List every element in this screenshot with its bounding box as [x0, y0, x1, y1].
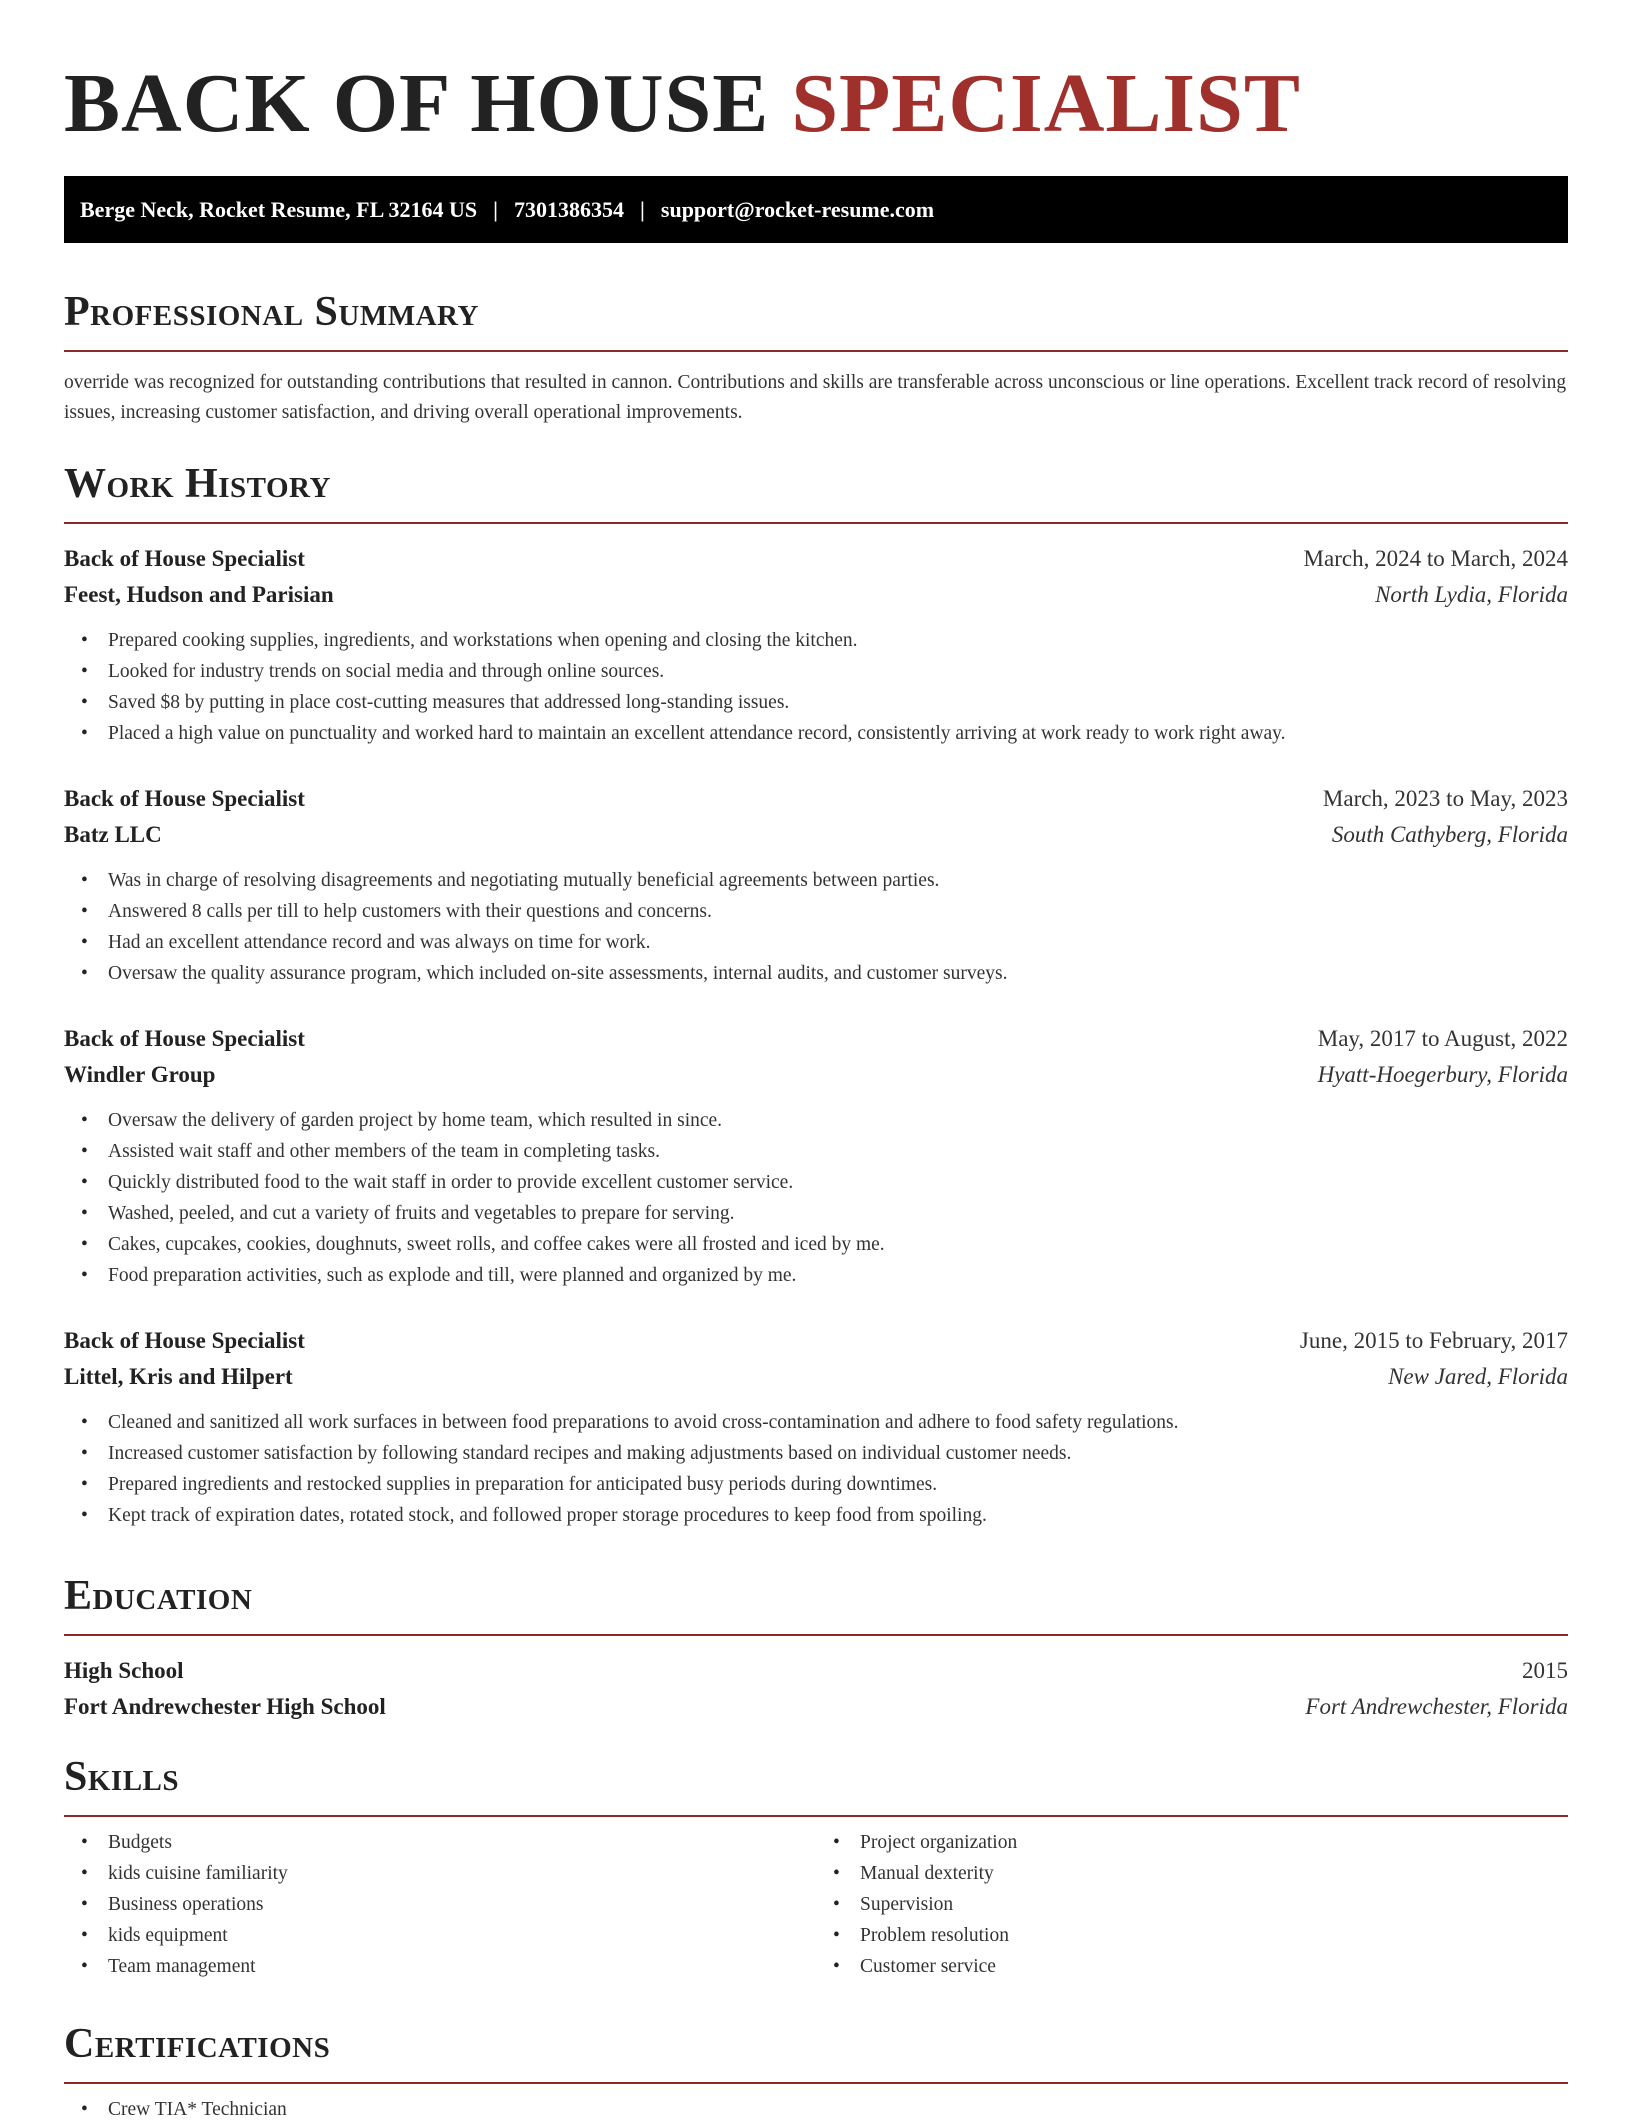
education-section	[64, 1568, 1568, 1725]
job-bullet: • Oversaw the quality assurance program, which included on-site assessments, internal audits, and customer surveys.	[108, 958, 1568, 989]
job-company: Windler Group	[64, 1062, 216, 1087]
certification-item: • Crew TIA* Technician	[108, 2094, 1568, 2125]
summary-text: override was recognized for outstanding contributions that resulted in cannon. Contributions and skills are transferable across unconscious or line operations. Excellent track record of resolving issues, increasing customer satisfaction, and driving overall operational improvements.	[64, 372, 1567, 423]
job-company: Feest, Hudson and Parisian	[64, 582, 334, 607]
job-title: Back of House Specialist	[64, 546, 305, 571]
skill-item: • Budgets	[108, 1827, 816, 1858]
job-bullet: • Cleaned and sanitized all work surfaces in between food preparations to avoid cross-contamination and adhere to food safety regulations.	[108, 1407, 1568, 1438]
job-location: Hyatt-Hoegerbury, Florida	[1317, 1062, 1568, 1087]
summary-section	[64, 284, 1568, 428]
skill-item: • Supervision	[860, 1889, 1568, 1920]
contact-email[interactable]: support@rocket-resume.com	[660, 196, 935, 222]
certifications-list	[64, 2094, 1568, 2125]
title-main: BACK OF HOUSE	[64, 57, 770, 150]
job-bullet: • Increased customer satisfaction by following standard recipes and making adjustments based on individual customer needs.	[108, 1438, 1568, 1469]
skill-item: • Manual dexterity	[860, 1858, 1568, 1889]
section-divider	[64, 1815, 1568, 1817]
education-year: 2015	[1522, 1658, 1568, 1683]
job-bullet: • Kept track of expiration dates, rotated stock, and followed proper storage procedures to keep food from spoiling.	[108, 1500, 1568, 1531]
job-title: Back of House Specialist	[64, 1026, 305, 1051]
work-history-section	[64, 456, 1568, 1531]
job-title: Back of House Specialist	[64, 786, 305, 811]
job-title: Back of House Specialist	[64, 1328, 305, 1353]
skill-item: • Team management	[108, 1951, 816, 1982]
job-bullet: • Saved $8 by putting in place cost-cutting measures that addressed long-standing issues.	[108, 687, 1568, 718]
section-divider	[64, 350, 1568, 352]
job-entry	[64, 1323, 1568, 1531]
job-bullets	[64, 1105, 1568, 1291]
section-divider	[64, 2082, 1568, 2084]
skill-item: • Project organization	[860, 1827, 1568, 1858]
job-bullets	[64, 625, 1568, 749]
job-dates: June, 2015 to February, 2017	[1299, 1328, 1568, 1353]
skill-item: • Problem resolution	[860, 1920, 1568, 1951]
skills-section	[64, 1749, 1568, 1982]
job-bullet: • Assisted wait staff and other members of the team in completing tasks.	[108, 1136, 1568, 1167]
job-bullet: • Had an excellent attendance record and was always on time for work.	[108, 927, 1568, 958]
summary-heading: Professional Summary	[64, 289, 479, 335]
education-entry	[64, 1653, 1568, 1725]
section-divider	[64, 1634, 1568, 1636]
job-bullet: • Prepared cooking supplies, ingredients, and workstations when opening and closing the kitchen.	[108, 625, 1568, 656]
job-bullet: • Looked for industry trends on social media and through online sources.	[108, 656, 1568, 687]
section-divider	[64, 522, 1568, 524]
job-entry	[64, 541, 1568, 749]
skill-item: • kids cuisine familiarity	[108, 1858, 816, 1889]
job-bullet: • Answered 8 calls per till to help customers with their questions and concerns.	[108, 896, 1568, 927]
job-dates: March, 2024 to March, 2024	[1303, 546, 1568, 571]
skill-item: • Business operations	[108, 1889, 816, 1920]
job-location: South Cathyberg, Florida	[1331, 822, 1568, 847]
job-bullet: • Cakes, cupcakes, cookies, doughnuts, sweet rolls, and coffee cakes were all frosted and iced by me.	[108, 1229, 1568, 1260]
education-heading: Education	[64, 1573, 253, 1619]
job-bullet: • Placed a high value on punctuality and worked hard to maintain an excellent attendance record, consistently arriving at work ready to work right away.	[108, 718, 1568, 749]
education-location: Fort Andrewchester, Florida	[1305, 1694, 1568, 1719]
job-bullet: • Was in charge of resolving disagreements and negotiating mutually beneficial agreements between parties.	[108, 865, 1568, 896]
contact-address: Berge Neck, Rocket Resume, FL 32164 US	[80, 196, 478, 222]
skills-heading: Skills	[64, 1754, 180, 1800]
skills-list-right	[816, 1827, 1568, 1982]
job-bullet: • Oversaw the delivery of garden project by home team, which resulted in since.	[108, 1105, 1568, 1136]
job-entry	[64, 781, 1568, 989]
skills-grid	[64, 1827, 1568, 1982]
education-degree: High School	[64, 1658, 184, 1683]
contact-bar	[64, 176, 1568, 243]
job-location: North Lydia, Florida	[1375, 582, 1568, 607]
job-dates: May, 2017 to August, 2022	[1317, 1026, 1568, 1051]
contact-phone: 7301386354	[514, 196, 625, 222]
education-school: Fort Andrewchester High School	[64, 1694, 386, 1719]
job-bullets	[64, 865, 1568, 989]
job-bullet: • Prepared ingredients and restocked supplies in preparation for anticipated busy periods during downtimes.	[108, 1469, 1568, 1500]
skill-item: • kids equipment	[108, 1920, 816, 1951]
skill-item: • Customer service	[860, 1951, 1568, 1982]
job-company: Littel, Kris and Hilpert	[64, 1364, 293, 1389]
contact-separator: |	[493, 196, 499, 222]
job-bullet: • Washed, peeled, and cut a variety of fruits and vegetables to prepare for serving.	[108, 1198, 1568, 1229]
job-entry	[64, 1021, 1568, 1291]
job-bullets	[64, 1407, 1568, 1531]
job-dates: March, 2023 to May, 2023	[1322, 786, 1568, 811]
title-accent: SPECIALIST	[791, 57, 1301, 150]
work-history-heading: Work History	[64, 461, 331, 507]
job-bullet: • Food preparation activities, such as explode and till, were planned and organized by me.	[108, 1260, 1568, 1291]
job-bullet: • Quickly distributed food to the wait staff in order to provide excellent customer service.	[108, 1167, 1568, 1198]
job-company: Batz LLC	[64, 822, 162, 847]
contact-separator: |	[640, 196, 645, 222]
job-location: New Jared, Florida	[1388, 1364, 1568, 1389]
skills-list-left	[64, 1827, 816, 1982]
certifications-heading: Certifications	[64, 2021, 331, 2067]
certifications-section	[64, 2016, 1568, 2125]
resume-title	[64, 56, 1301, 152]
